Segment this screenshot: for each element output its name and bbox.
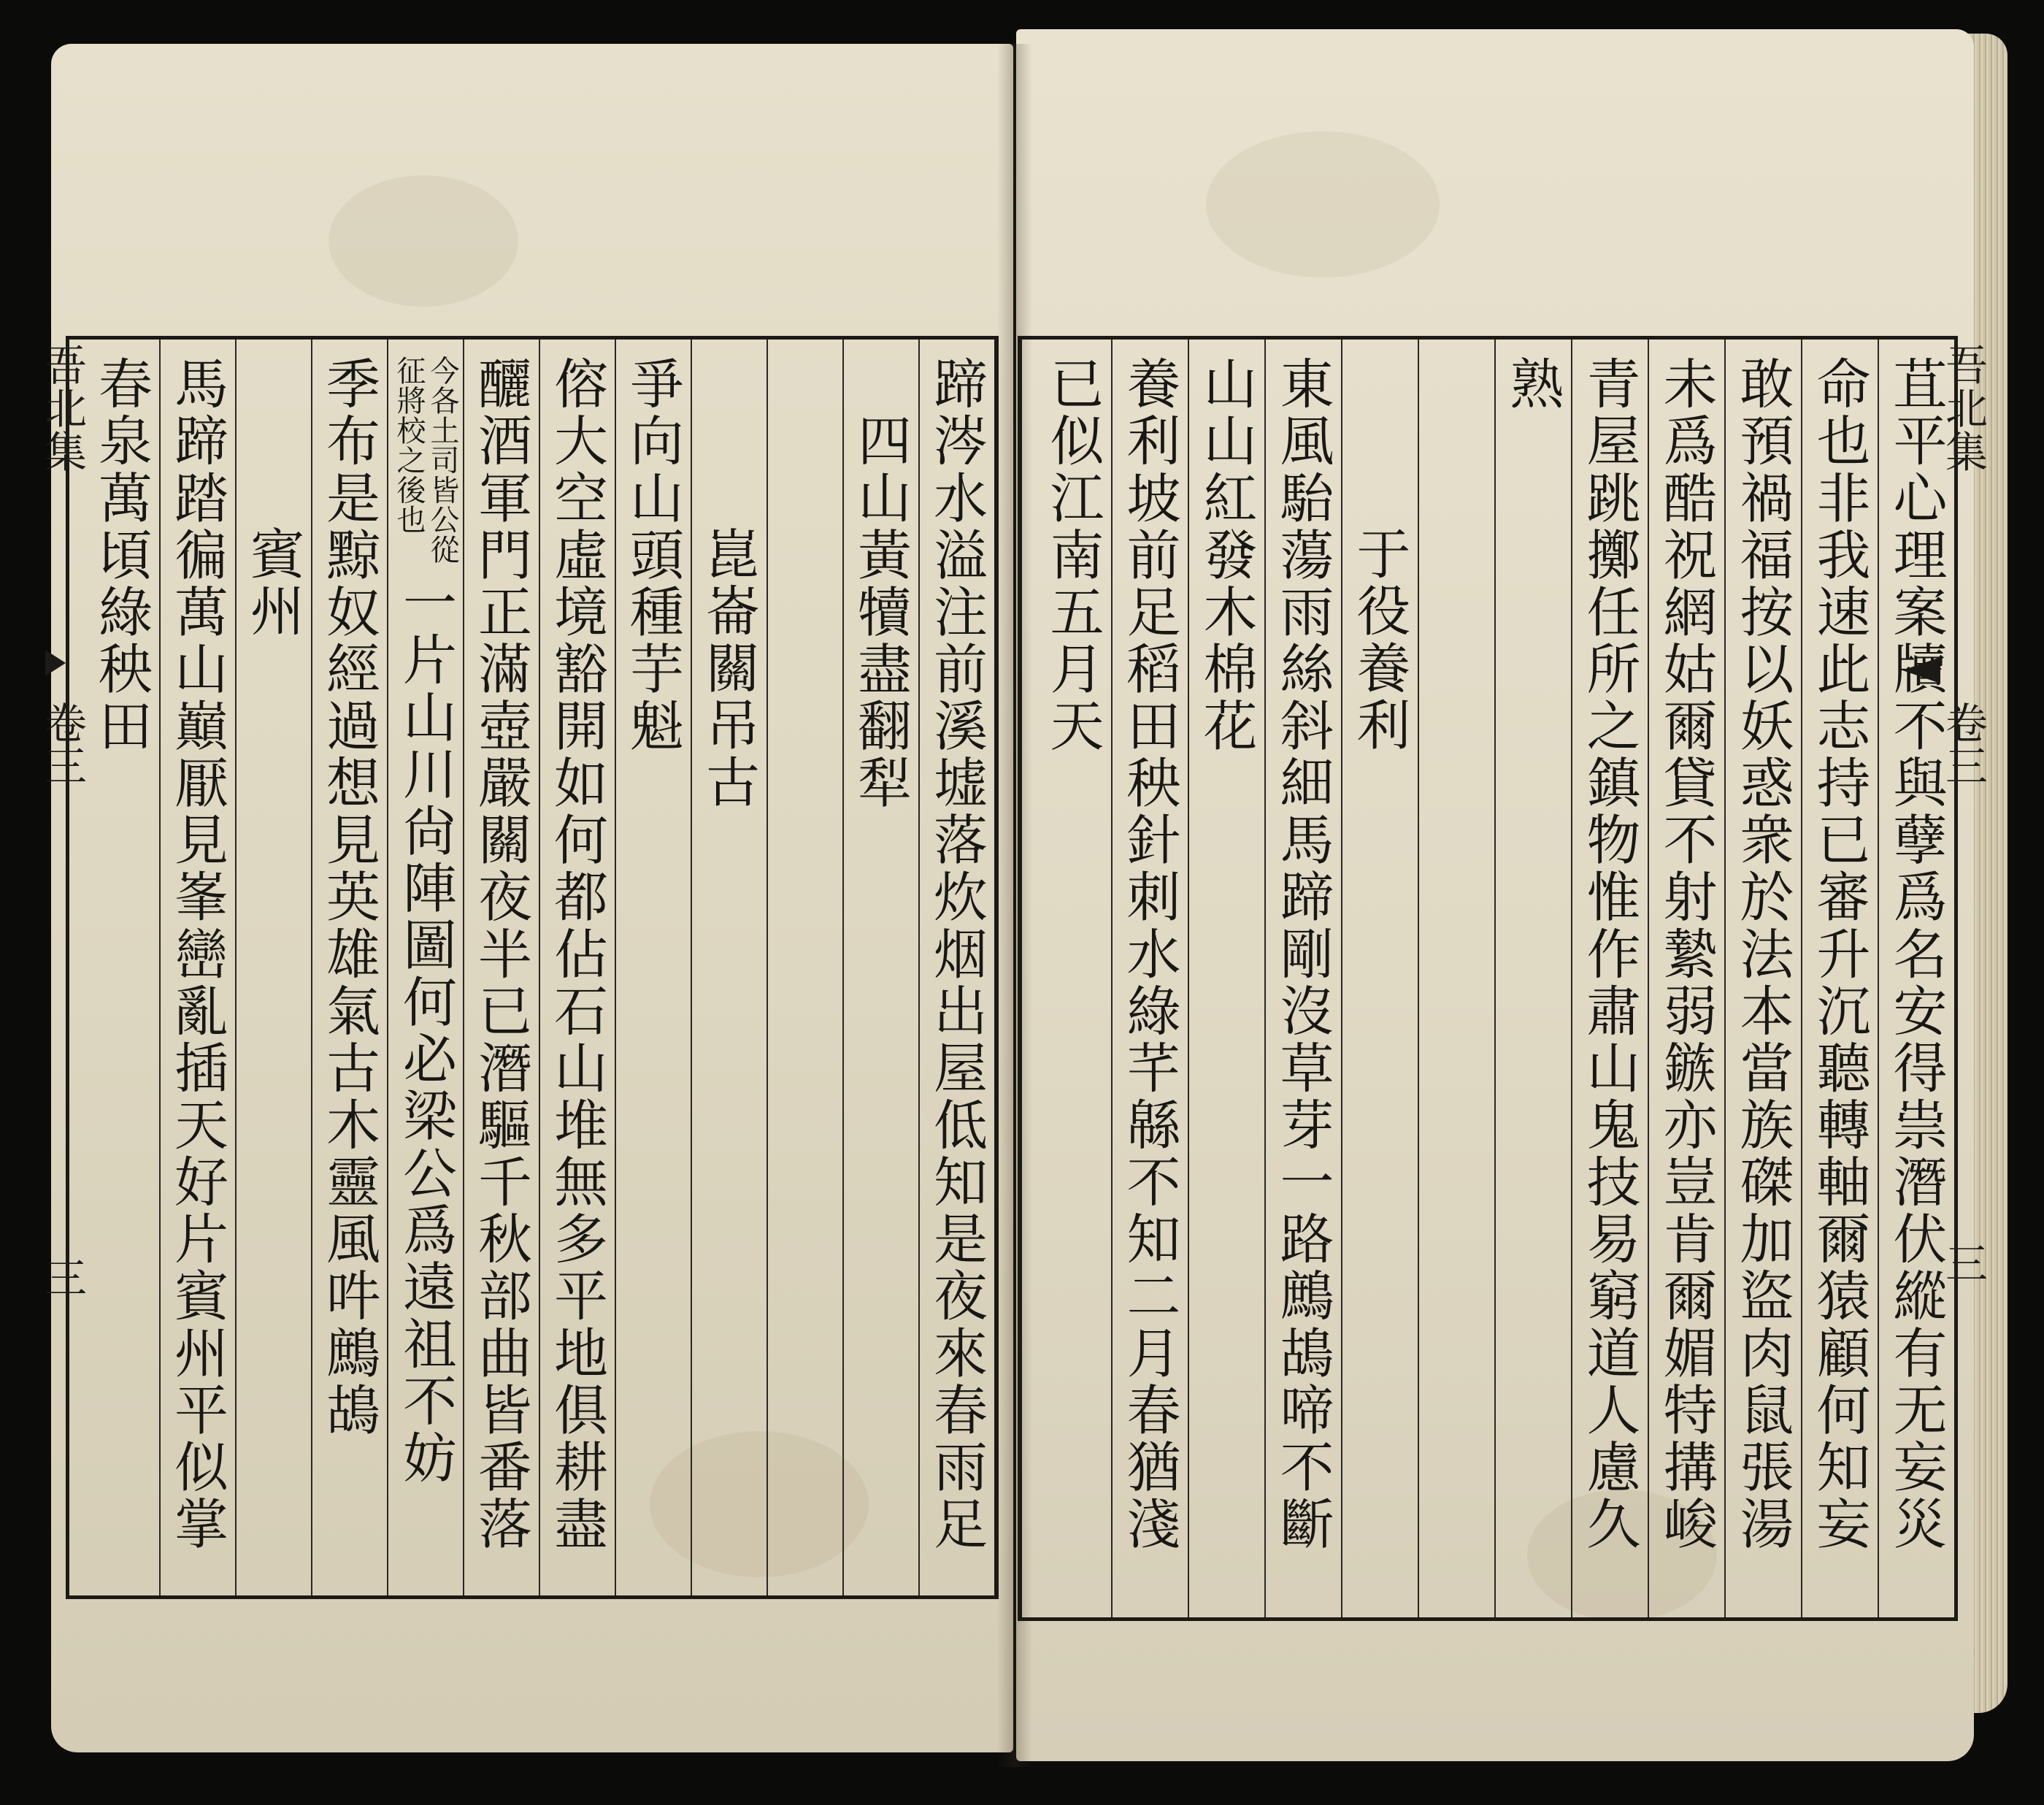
right-column-text: 東風駘蕩雨絲斜細馬蹄剛沒草芽一路鷓鴣啼不斷 <box>1271 356 1334 1553</box>
left-text-column <box>463 340 539 1595</box>
left-column-text: 一片山川尙陣圖何必梁公爲遠祖不妨 <box>394 574 457 1487</box>
right-text-column <box>1034 340 1111 1617</box>
left-interlinear-note <box>394 356 457 564</box>
left-column-text: 傛大空虛境豁開如何都佔石山堆無多平地俱耕盡 <box>545 356 608 1553</box>
right-text-column <box>1801 340 1878 1617</box>
right-text-column <box>1494 340 1571 1617</box>
left-column-text: 四山黃犢盡翻犁 <box>849 412 912 812</box>
right-text-column <box>1878 340 1954 1617</box>
left-text-column <box>842 340 918 1595</box>
left-text-column <box>235 340 311 1595</box>
left-column-text: 爭向山頭種芋魁 <box>621 356 684 755</box>
right-text-column <box>1418 340 1494 1617</box>
right-column-text: 未爲酷祝網姑爾貸不射縶弱鏃亦豈肯爾媚特搆峻 <box>1654 356 1718 1553</box>
paper-stain <box>328 175 518 307</box>
left-text-column <box>311 340 387 1595</box>
right-column-text: 山山紅發木棉花 <box>1194 356 1258 755</box>
fishtail-mark <box>45 650 66 676</box>
left-column-text: 賓州 <box>242 526 304 640</box>
left-text-column <box>766 340 842 1595</box>
right-margin-title: 吾北集 <box>1938 343 1988 473</box>
left-text-column <box>918 340 994 1595</box>
left-text-column <box>691 340 766 1595</box>
left-text-column <box>539 340 615 1595</box>
right-column-text: 青屋跳擲任所之鎮物惟作肅山鬼技易窮道人慮久 <box>1578 356 1641 1553</box>
left-text-column <box>615 340 691 1595</box>
right-margin-folio: 三 <box>1938 1241 1988 1285</box>
right-text-column <box>1724 340 1801 1617</box>
fishtail-mark <box>1902 657 1940 683</box>
left-text-column <box>83 340 159 1595</box>
note-line-right: 今各土司皆公從 <box>426 356 459 564</box>
right-column-text: 養利坡前足稻田秧針刺水綠芊緜不知二月春猶淺 <box>1118 356 1181 1553</box>
left-margin-volume: 卷三 <box>37 701 87 788</box>
left-margin-folio: 三 <box>37 1256 87 1300</box>
left-text-column <box>159 340 235 1595</box>
left-column-text: 蹄涔水溢注前溪墟落炊烟出屋低知是夜來春雨足 <box>925 356 988 1553</box>
right-text-column <box>1188 340 1264 1617</box>
right-text-frame <box>1018 336 1958 1621</box>
right-text-column <box>1648 340 1724 1617</box>
right-column-text: 敢預禍福按以妖惑衆於法本當族磔加盜肉鼠張湯 <box>1731 356 1794 1553</box>
paper-stain <box>1206 131 1440 277</box>
right-column-text: 苴平心理案牘不與孽爲名安得祟潛伏縱有无妄災 <box>1884 356 1948 1553</box>
right-column-text: 已似江南五月天 <box>1041 356 1104 755</box>
right-text-column <box>1111 340 1188 1617</box>
right-column-text: 命也非我速此志持已審升沉聽轉軸爾猿顧何知妄 <box>1807 356 1871 1553</box>
right-margin-volume: 卷三 <box>1938 701 1988 788</box>
left-column-text: 釃酒軍門正滿壺嚴關夜半已潛驅千秋部曲皆番落 <box>469 356 532 1553</box>
right-text-column <box>1264 340 1341 1617</box>
right-column-text: 熟 <box>1501 356 1564 413</box>
left-column-text: 崑崙關吊古 <box>697 526 760 811</box>
right-text-column <box>1341 340 1418 1617</box>
left-text-frame <box>66 336 999 1599</box>
left-column-text: 馬蹄踏徧萬山巔厭見峯巒亂插天好片賓州平似掌 <box>166 356 228 1553</box>
note-line-left: 征將校之後也 <box>392 356 426 534</box>
left-margin-title: 吾北集 <box>37 343 87 473</box>
right-column-text: 于役養利 <box>1348 526 1411 754</box>
left-column-text: 季布是黥奴經過想見英雄氣古木靈風吽鷓鴣 <box>318 356 380 1439</box>
left-text-column <box>387 340 463 1595</box>
right-text-column <box>1571 340 1648 1617</box>
left-column-text: 春泉萬頃綠秧田 <box>90 356 153 755</box>
